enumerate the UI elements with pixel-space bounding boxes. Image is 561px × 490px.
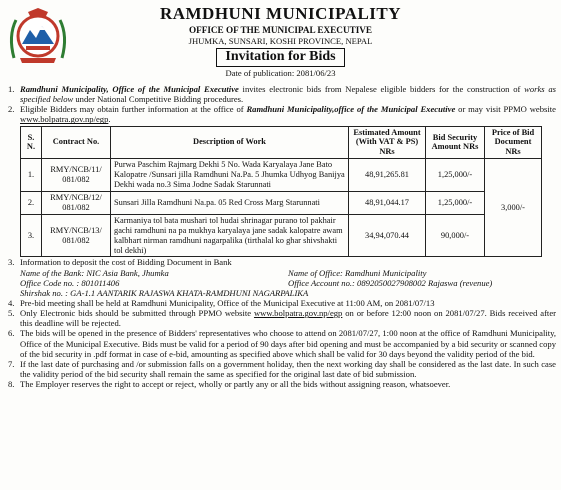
office-name: OFFICE OF THE MUNICIPAL EXECUTIVE — [188, 25, 373, 36]
table-row: 2. RMY/NCB/12/ 081/082 Sunsari Jilla Ramdhuni Na.pa. 05 Red Cross Marg Starunnati 48,91,044.17 1,25,000/- — [21, 192, 542, 215]
clause-1: 1. Ramdhuni Municipality, Office of the Municipal Executive invites electronic bids from Nepalese eligible bidders for the construction of works as specified below under National Competitive Bidding procedures. — [8, 84, 556, 105]
clause-4: 4. Pre-bid meeting shall be held at Ramdhuni Municipality, Office of the Municipal Executive at 11:00 AM, on 2081/07/13 — [8, 298, 435, 308]
shirshak-number: Shirshak no. : GA-1.1 AANTARIK RAJASWA KHATA-RAMDHUNI NAGARPALIKA — [20, 287, 309, 298]
col-description: Description of Work — [111, 126, 349, 159]
office-name-bank: Name of Office: Ramdhuni Municipality — [288, 267, 427, 278]
ppmo-link[interactable]: www.bolpatra.gov.np/egp — [20, 114, 109, 125]
col-amount: Estimated Amount (With VAT & PS) NRs — [349, 126, 426, 159]
notice-title: Invitation for Bids — [216, 48, 344, 67]
col-security: Bid Security Amount NRs — [426, 126, 485, 159]
table-header-row — [21, 126, 542, 159]
clause-8: 8. The Employer reserves the right to accept or reject, wholly or partly any or all the bids without assigning reason, whatsoever. — [8, 379, 451, 390]
bids-table — [20, 126, 542, 258]
clause-2: 2. Eligible Bidders may obtain further information at the office of Ramdhuni Municipality,office of the Municipal Executive or may visit PPMO website www.bolpatra.gov.np/egp. — [8, 104, 556, 125]
bank-name: Name of the Bank: NIC Asia Bank, Jhumka — [20, 267, 169, 278]
municipality-title: RAMDHUNI MUNICIPALITY — [159, 4, 402, 23]
office-address: JHUMKA, SUNSARI, KOSHI PROVINCE, NEPAL — [188, 35, 373, 46]
table-row: 1. RMY/NCB/11/ 081/082 Purwa Paschim Rajmarg Dekhi 5 No. Wada Karyalaya Jane Bato Kalopatre /Sunsari jilla Ramdhuni Na.Pa. 5 Jhumka Udhyog Banijya Dekhi wada no.3 Sima Jodne Sadak Starunnati 48,91,265.81 1,25,000/- 3,000/- — [21, 159, 542, 192]
ppmo-link[interactable]: www.bolpatra.gov.np/egp — [253, 308, 343, 319]
clause-6: 6. The bids will be opened in the presence of Bidders' representatives who choose to attend on 2081/07/27, 1:00 noon at the office of Ramdhuni Municipality, Office of the Municipal Executive. Bids must be valid for a period of 90 days after bid opening and must be accompanied by a bid security or scanned copy of the bid security in .pdf format in case of e-bid, amounting as specified above which shall be valid for 30 days beyond the validity period of the bid. — [8, 328, 556, 359]
col-price: Price of Bid Document NRs — [485, 126, 542, 159]
bank-details — [20, 268, 556, 298]
clause-7: 7. If the last date of purchasing and /or submission falls on a government holiday, then the next working day shall be considered as the last date. In such case the validity period of the bid security shall remain the same as specified for the original last date of bid submission. — [8, 358, 556, 379]
publication-date: Date of publication: 2081/06/23 — [225, 67, 336, 78]
clause-3: 3. Information to deposit the cost of Bidding Document in Bank — [8, 257, 232, 268]
clause-5: 5. Only Electronic bids should be submitted through PPMO website www.bolpatra.gov.np/egp on or before 12:00 noon on 2081/07/27. Bids received after this deadline will be rejected. — [8, 308, 556, 329]
notice-body — [8, 84, 556, 389]
notice-header — [0, 4, 561, 78]
col-sn: S. N. — [21, 126, 42, 159]
account-number: Office Account no.: 0892050027908002 Rajaswa (revenue) — [288, 277, 493, 288]
document-price: 3,000/- — [485, 159, 542, 257]
office-code: Office Code no. : 801011406 — [20, 277, 120, 288]
employer-name: Ramdhuni Municipality, Office of the Municipal Executive — [20, 84, 239, 94]
table-row: 3. RMY/NCB/13/ 081/082 Karmaniya tol bata mushari tol hudai shrinagar purano tol pakhair gachi ramdhuni na pa mukhya karyalaya jane sadak kalopatre awam kalbhart nirman ramdhuni nagarpalika (tirthalal ko ghar shivshakti tol dekhi) 34,94,070.44 90,000/- — [21, 214, 542, 257]
col-contract: Contract No. — [42, 126, 111, 159]
